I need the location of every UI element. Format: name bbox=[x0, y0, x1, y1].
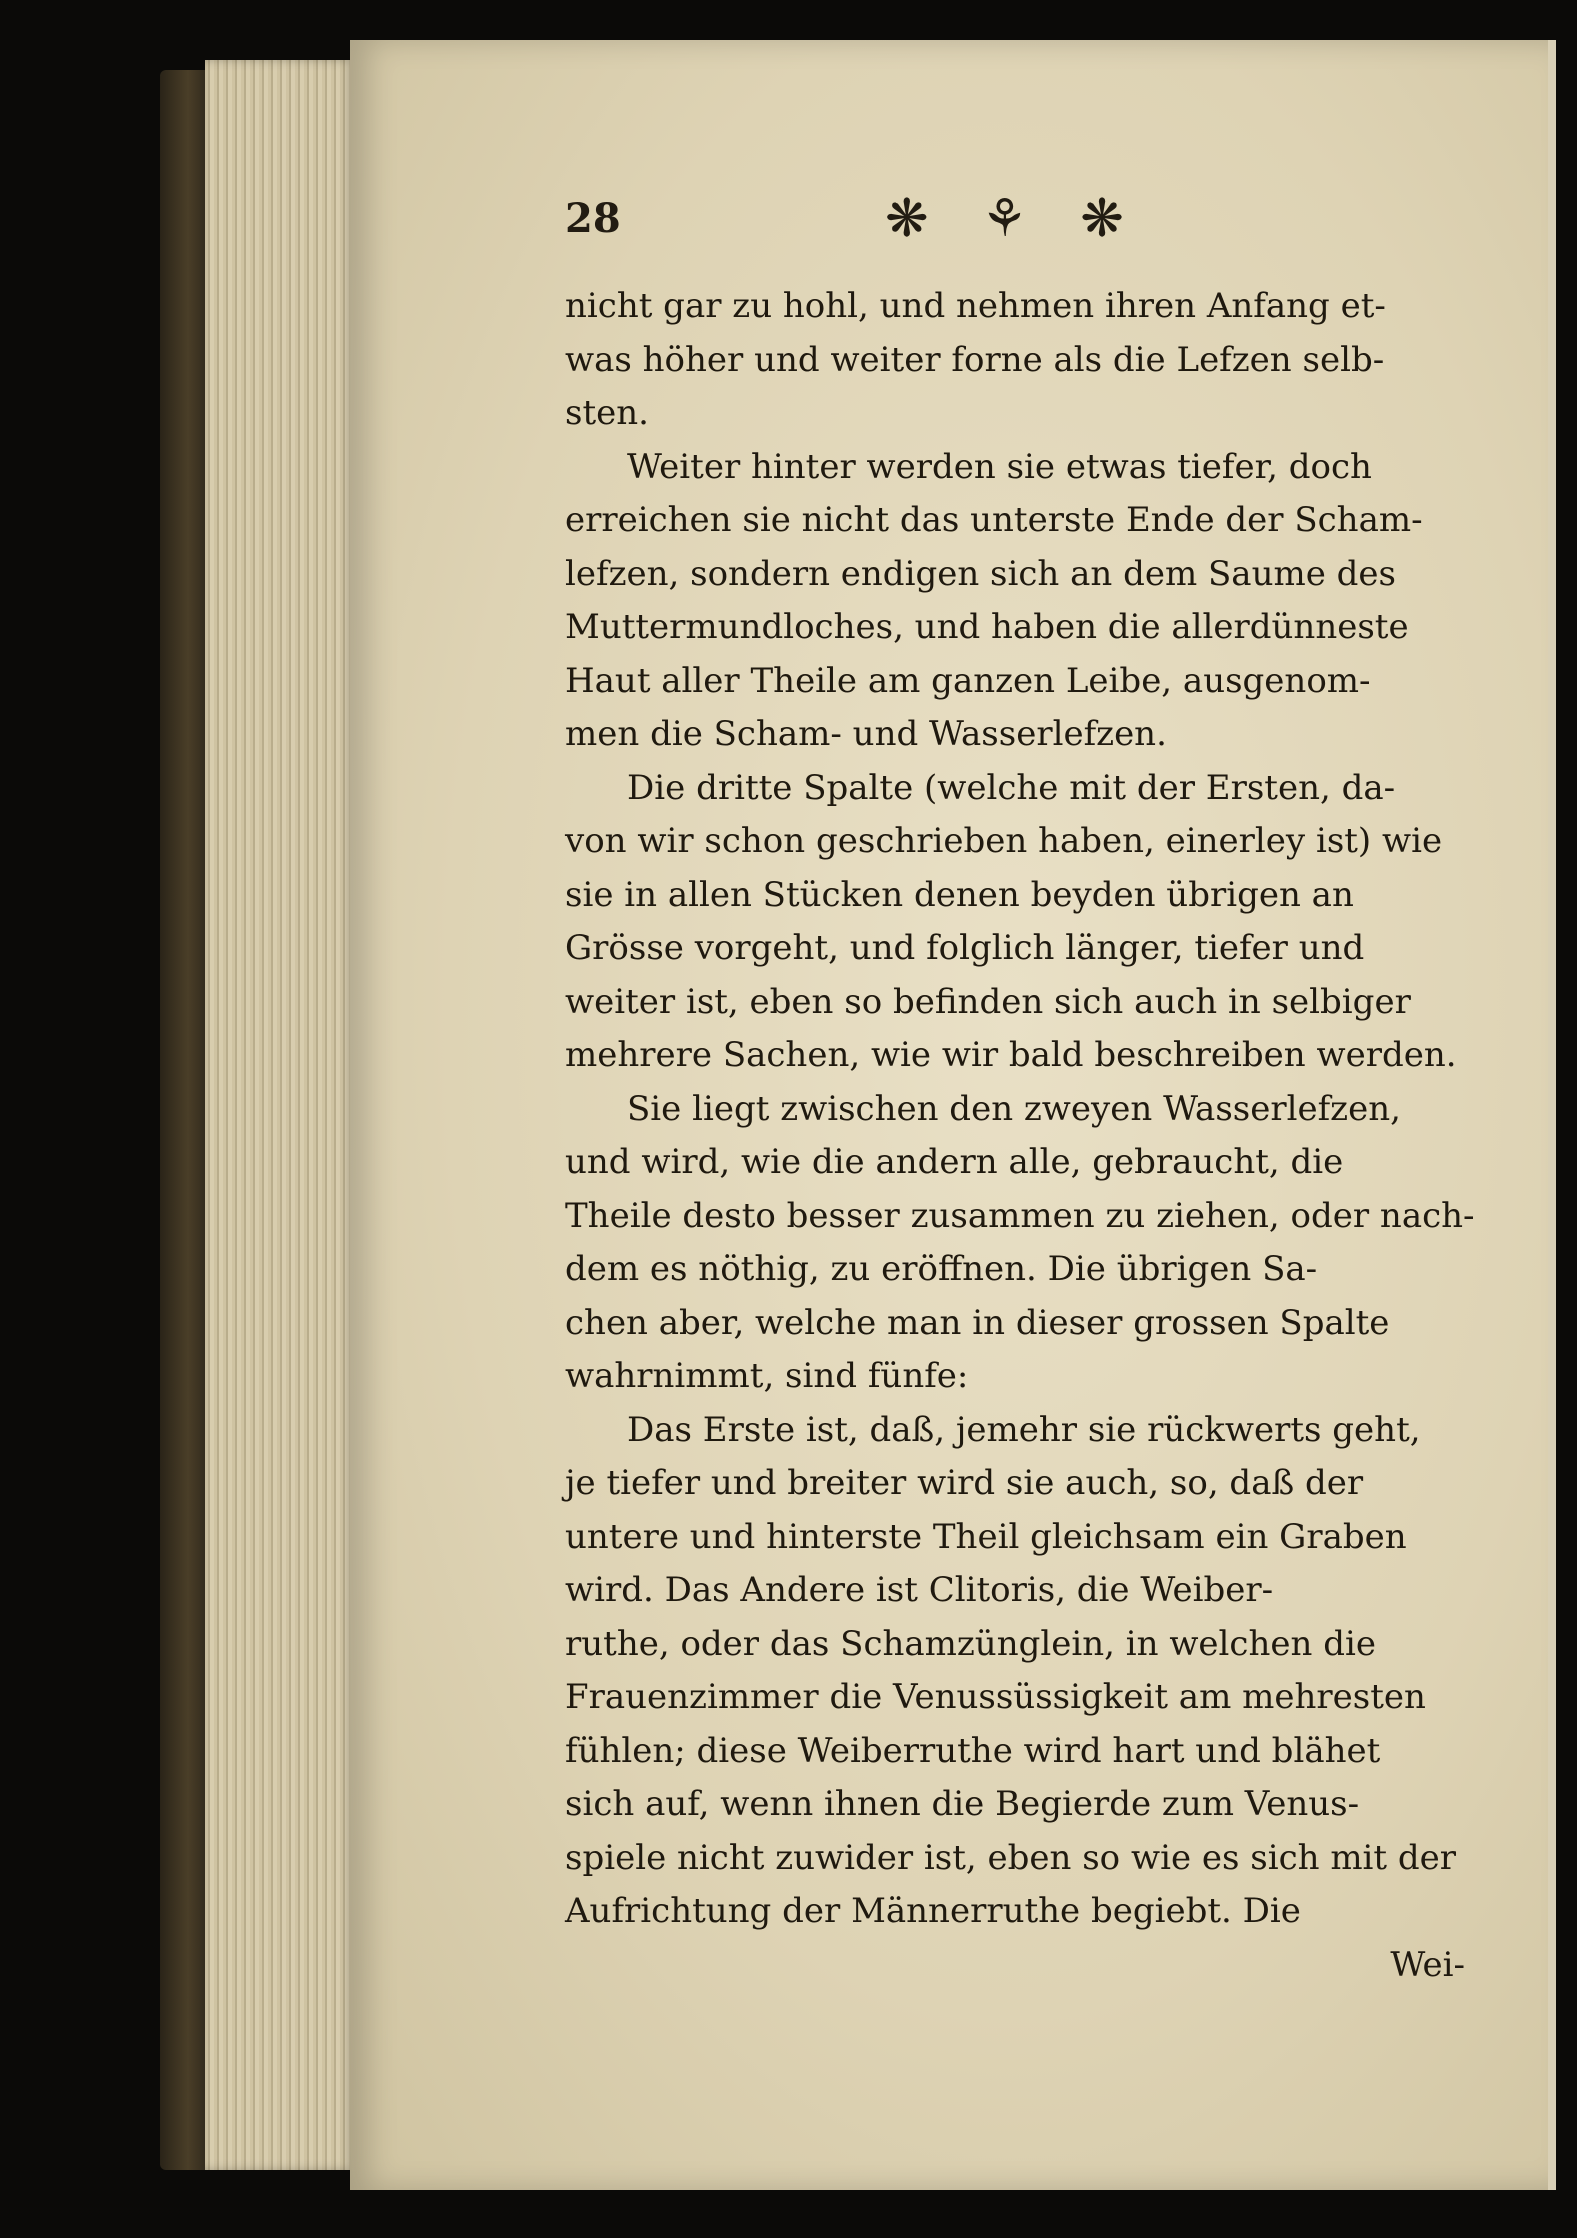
text-line: Die dritte Spalte (welche mit der Ersten, da- bbox=[627, 767, 1396, 808]
catchword: Wei- bbox=[1390, 1944, 1465, 1985]
text-line: Theile desto besser zusammen zu ziehen, oder nach- bbox=[565, 1195, 1475, 1236]
text-line: sten. bbox=[565, 393, 649, 433]
text-line: untere und hinterste Theil gleichsam ein Graben bbox=[565, 1516, 1407, 1557]
text-line: sich auf, wenn ihnen die Begierde zum Venus- bbox=[565, 1784, 1360, 1824]
page-header bbox=[565, 189, 1465, 255]
text-line: Aufrichtung der Männerruthe begiebt. Die bbox=[565, 1891, 1301, 1931]
body-text bbox=[565, 280, 1475, 1992]
text-line: Frauenzimmer die Venussüssigkeit am mehresten bbox=[565, 1677, 1426, 1717]
text-line: lefzen, sondern endigen sich an dem Saume des bbox=[565, 553, 1396, 594]
text-line: men die Scham- und Wasserlefzen. bbox=[565, 714, 1167, 754]
text-line: fühlen; diese Weiberruthe wird hart und blähet bbox=[565, 1730, 1381, 1771]
text-line: sie in allen Stücken denen beyden übrigen an bbox=[565, 874, 1354, 915]
header-ornament: ❋ ⚘ ❋ bbox=[885, 189, 1142, 249]
page-right-edge bbox=[1548, 40, 1556, 2190]
text-line: mehrere Sachen, wie wir bald beschreiben werden. bbox=[565, 1035, 1457, 1075]
text-line: Haut aller Theile am ganzen Leibe, ausgenom- bbox=[565, 660, 1371, 701]
text-line: wird. Das Andere ist Clitoris, die Weiber- bbox=[565, 1570, 1274, 1610]
text-line: und wird, wie die andern alle, gebraucht, die bbox=[565, 1142, 1344, 1182]
text-line: Muttermundloches, und haben die allerdünneste bbox=[565, 607, 1409, 647]
text-line: spiele nicht zuwider ist, eben so wie es sich mit der bbox=[565, 1837, 1457, 1878]
text-line: von wir schon geschrieben haben, einerley ist) wie bbox=[565, 821, 1443, 861]
text-line: erreichen sie nicht das unterste Ende der Scham- bbox=[565, 500, 1423, 540]
page-edges bbox=[205, 60, 355, 2170]
text-line: Weiter hinter werden sie etwas tiefer, doch bbox=[627, 446, 1372, 487]
text-line: Grösse vorgeht, und folglich länger, tiefer und bbox=[565, 928, 1365, 968]
text-line: chen aber, welche man in dieser grossen Spalte bbox=[565, 1302, 1390, 1343]
page-number: 28 bbox=[565, 195, 621, 242]
text-line: Sie liegt zwischen den zweyen Wasserlefzen, bbox=[627, 1088, 1401, 1129]
text-line: nicht gar zu hohl, und nehmen ihren Anfang et- bbox=[565, 286, 1386, 326]
text-line: was höher und weiter forne als die Lefzen selb- bbox=[565, 339, 1385, 380]
text-line: ruthe, oder das Schamzünglein, in welchen die bbox=[565, 1623, 1376, 1664]
text-line: weiter ist, eben so befinden sich auch in selbiger bbox=[565, 981, 1411, 1022]
text-line: Das Erste ist, daß, jemehr sie rückwerts geht, bbox=[627, 1409, 1421, 1450]
text-line: wahrnimmt, sind fünfe: bbox=[565, 1356, 969, 1396]
text-line: dem es nöthig, zu eröffnen. Die übrigen Sa- bbox=[565, 1249, 1318, 1289]
text-line: je tiefer und breiter wird sie auch, so, daß der bbox=[565, 1463, 1364, 1503]
